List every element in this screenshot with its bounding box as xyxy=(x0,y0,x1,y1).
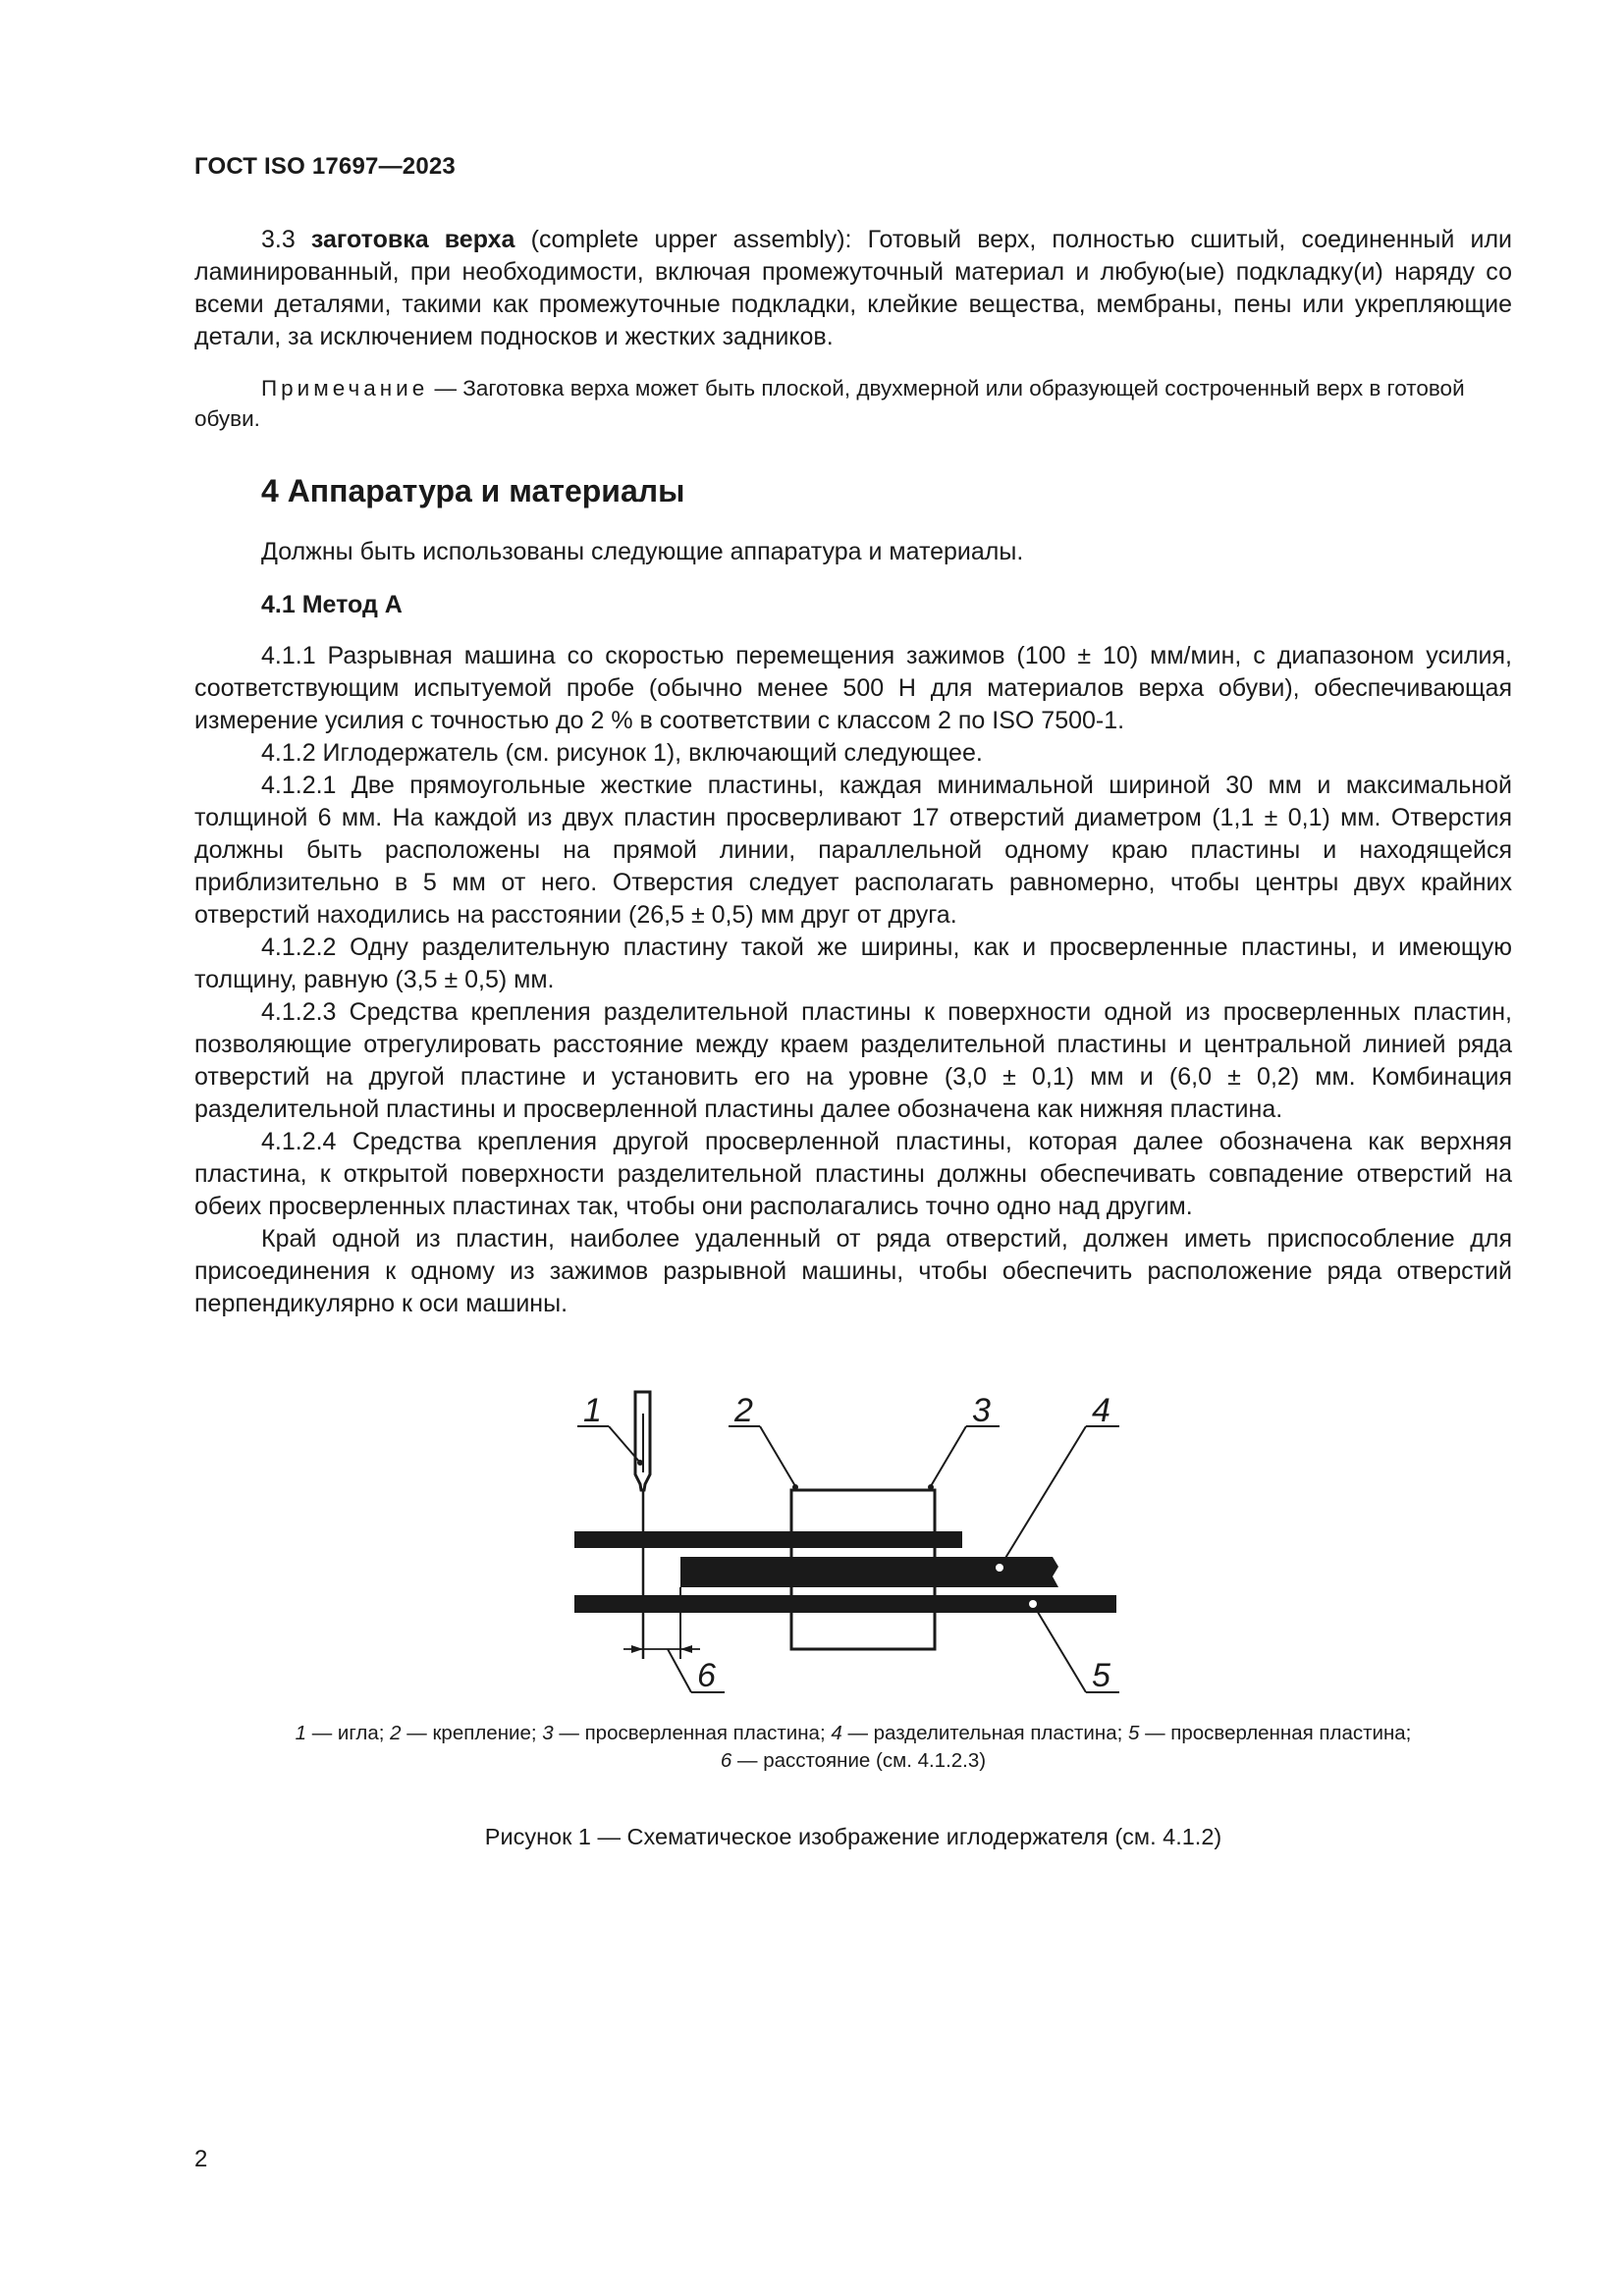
figure-label-4: 4 xyxy=(1092,1392,1110,1429)
upper-plate xyxy=(574,1531,962,1548)
paragraph-clamp-edge: Край одной из пластин, наиболее удаленный от ряда отверстий, должен иметь приспособление для присоединения к одному из зажимов разрывной машины, чтобы обеспечить расположение ряда отверстий перпендикулярно к оси машины. xyxy=(194,1225,1512,1317)
separator-plate xyxy=(680,1557,1058,1587)
figure-label-2: 2 xyxy=(734,1392,753,1429)
section-intro: Должны быть использованы следующие аппаратура и материалы. xyxy=(261,538,1024,565)
term-name: заготовка верха xyxy=(310,226,515,253)
figure-legend: 1 — игла; 2 — крепление; 3 — просверленная пластина; 4 — разделительная пластина; 5 — просверленная пластина; 6 — расстояние (см. 4.1.2.3) xyxy=(295,1722,1412,1772)
figure-title: Рисунок 1 — Схематическое изображение иглодержателя (см. 4.1.2) xyxy=(484,1824,1222,1849)
paragraph-4-1-2-4: 4.1.2.4 Средства крепления другой просверленной пластины, которая далее обозначена как верхняя пластина, к открытой поверхности разделительной пластины должны обеспечивать совпадение отверстий на обеих просверленных пластинах так, чтобы они располагались точно одно над другим. xyxy=(194,1128,1512,1220)
page-number: 2 xyxy=(194,2146,208,2172)
note-label: Примечание xyxy=(261,376,429,400)
section-title: 4 Аппаратура и материалы xyxy=(261,473,685,508)
paragraph-4-1-2-1: 4.1.2.1 Две прямоугольные жесткие пластины, каждая минимальной шириной 30 мм и максимальной толщиной 6 мм. На каждой из двух пластин просверливают 17 отверстий диаметром (1,1 ± 0,1) мм. Отверстия должны быть расположены на прямой линии, параллельной одному краю пластины и находящейся приблизительно в 5 мм от него. Отверстия следует располагать равномерно, чтобы центры двух крайних отверстий находились на расстоянии (26,5 ± 0,5) мм друг от друга. xyxy=(194,772,1512,929)
paragraph-4-1-2-2: 4.1.2.2 Одну разделительную пластину такой же ширины, как и просверленные пластины, и имеющую толщину, равную (3,5 ± 0,5) мм. xyxy=(194,934,1512,993)
paragraph-4-1-1: 4.1.1 Разрывная машина со скоростью перемещения зажимов (100 ± 10) мм/мин, с диапазоном усилия, соответствующим испытуемой пробе (обычно менее 500 Н для материалов верха обуви), обеспечивающая измерение усилия с точностью до 2 % в соответствии с классом 2 по ISO 7500-1. xyxy=(194,642,1512,734)
term-number: 3.3 xyxy=(261,226,296,253)
figure-label-6: 6 xyxy=(697,1657,716,1694)
note-text: — Заготовка верха может быть плоской, двухмерной или образующей состроченный верх в готовой обуви. xyxy=(194,376,1465,431)
term-definition: (complete upper assembly): Готовый верх, полностью сшитый, соединенный или ламинированный, при необходимости, включая промежуточный материал и любую(ые) подкладку(и) наряду со всеми деталями, такими как промежуточные подкладки, клейкие вещества, мембраны, пены или укрепляющие детали, за исключением подносков и жестких задников. xyxy=(194,226,1512,350)
figure-label-3: 3 xyxy=(972,1392,991,1429)
document-header: ГОСТ ISO 17697—2023 xyxy=(194,153,456,180)
paragraph-4-1-2-3: 4.1.2.3 Средства крепления разделительной пластины к поверхности одной из просверленных пластин, позволяющие отрегулировать расстояние между краем разделительной пластины и центральной линией ряда отверстий на другой пластине и установить его на уровне (3,0 ± 0,1) мм и (6,0 ± 0,2) мм. Комбинация разделительной пластины и просверленной пластины далее обозначена как нижняя пластина. xyxy=(194,998,1512,1123)
subsection-title: 4.1 Метод А xyxy=(261,591,403,618)
figure-label-5: 5 xyxy=(1092,1657,1110,1694)
paragraph-4-1-2: 4.1.2 Иглодержатель (см. рисунок 1), включающий следующее. xyxy=(261,739,983,767)
figure-label-1: 1 xyxy=(583,1392,602,1429)
